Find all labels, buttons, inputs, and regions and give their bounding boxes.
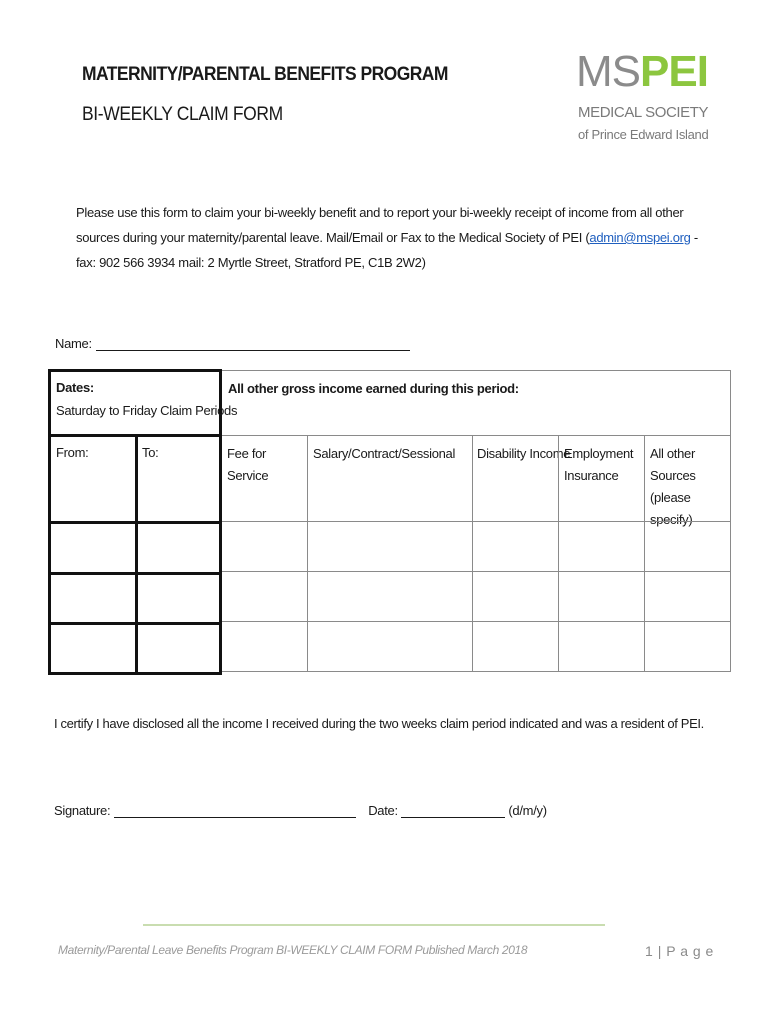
name-field[interactable] — [96, 336, 410, 351]
income-cell[interactable] — [472, 521, 559, 572]
income-cell[interactable] — [219, 571, 308, 622]
dates-header-cell — [48, 369, 238, 437]
form-subtitle: BI-WEEKLY CLAIM FORM — [82, 104, 283, 125]
column-label: Fee for Service — [227, 446, 269, 483]
footer-text: Maternity/Parental Leave Benefits Program BI-WEEKLY CLAIM FORM Published March 2018 — [58, 943, 528, 957]
to-header-cell — [135, 434, 222, 524]
income-cell[interactable] — [219, 521, 308, 572]
signature-row — [54, 803, 547, 818]
to-date-cell[interactable] — [135, 521, 222, 575]
income-cell[interactable] — [644, 621, 731, 672]
signature-field[interactable] — [114, 804, 356, 818]
from-date-cell[interactable] — [48, 622, 138, 675]
certification-statement: I certify I have disclosed all the income I received during the two weeks claim period indicated and was a resident of PEI. — [54, 716, 704, 731]
intro-paragraph — [76, 200, 716, 275]
date-format-hint: (d/m/y) — [508, 803, 547, 818]
page-word: P a g e — [666, 943, 714, 959]
signature-label: Signature: — [54, 803, 111, 818]
date-label: Date: — [368, 803, 398, 818]
email-link[interactable]: admin@mspei.org — [589, 230, 691, 245]
income-cell[interactable] — [644, 521, 731, 572]
column-label: All other Sources (please specify) — [650, 446, 696, 527]
intro-text-start: Please use this form to claim your bi-weekly benefit and to report your bi-weekly receipt of income from all other sources during your maternity/parental leave. Mail/Email or Fax to the Medical Society of PEI ( — [76, 205, 684, 245]
income-cell[interactable] — [558, 521, 645, 572]
from-date-cell[interactable] — [48, 572, 138, 625]
mspei-logo — [576, 47, 709, 150]
page-number-value: 1 — [645, 943, 654, 959]
column-header-salary — [307, 435, 473, 522]
column-header-disability — [472, 435, 571, 522]
income-cell[interactable] — [558, 571, 645, 622]
from-label: From: — [56, 445, 89, 460]
logo-org-name: MEDICAL SOCIETY — [578, 104, 709, 121]
intro-text-end: - fax: 902 566 3934 mail: 2 Myrtle Street, Stratford PE, C1B 2W2) — [76, 230, 698, 270]
income-cell[interactable] — [558, 621, 645, 672]
column-header-other-sources — [644, 435, 731, 527]
income-cell[interactable] — [472, 571, 559, 622]
page-number — [645, 943, 714, 959]
logo-org-region: of Prince Edward Island — [578, 127, 709, 142]
date-field[interactable] — [401, 804, 505, 818]
name-label: Name: — [55, 336, 92, 351]
column-header-fee-for-service — [219, 435, 308, 522]
income-header-cell — [219, 370, 731, 436]
logo-wordmark — [576, 47, 708, 96]
income-cell[interactable] — [307, 521, 473, 572]
to-date-cell[interactable] — [135, 572, 222, 625]
column-label: Employment Insurance — [564, 446, 634, 483]
income-cell[interactable] — [644, 571, 731, 622]
income-cell[interactable] — [307, 621, 473, 672]
name-row — [55, 336, 410, 351]
logo-ms-text: MS — [576, 47, 640, 96]
to-date-cell[interactable] — [135, 622, 222, 675]
dates-heading: Dates: — [56, 380, 94, 395]
dates-subheading: Saturday to Friday Claim Periods — [56, 403, 238, 418]
logo-pei-text: PEI — [640, 47, 708, 96]
income-heading: All other gross income earned during this period: — [228, 381, 519, 396]
footer-divider — [143, 924, 605, 926]
from-date-cell[interactable] — [48, 521, 138, 575]
to-label: To: — [142, 445, 159, 460]
page-separator: | — [657, 943, 662, 959]
from-header-cell — [48, 434, 138, 524]
column-header-employment-insurance — [558, 435, 645, 522]
income-cell[interactable] — [219, 621, 308, 672]
form-title: MATERNITY/PARENTAL BENEFITS PROGRAM — [82, 64, 448, 85]
income-cell[interactable] — [472, 621, 559, 672]
income-cell[interactable] — [307, 571, 473, 622]
column-label: Disability Income — [477, 446, 571, 461]
column-label: Salary/Contract/Sessional — [313, 446, 456, 461]
